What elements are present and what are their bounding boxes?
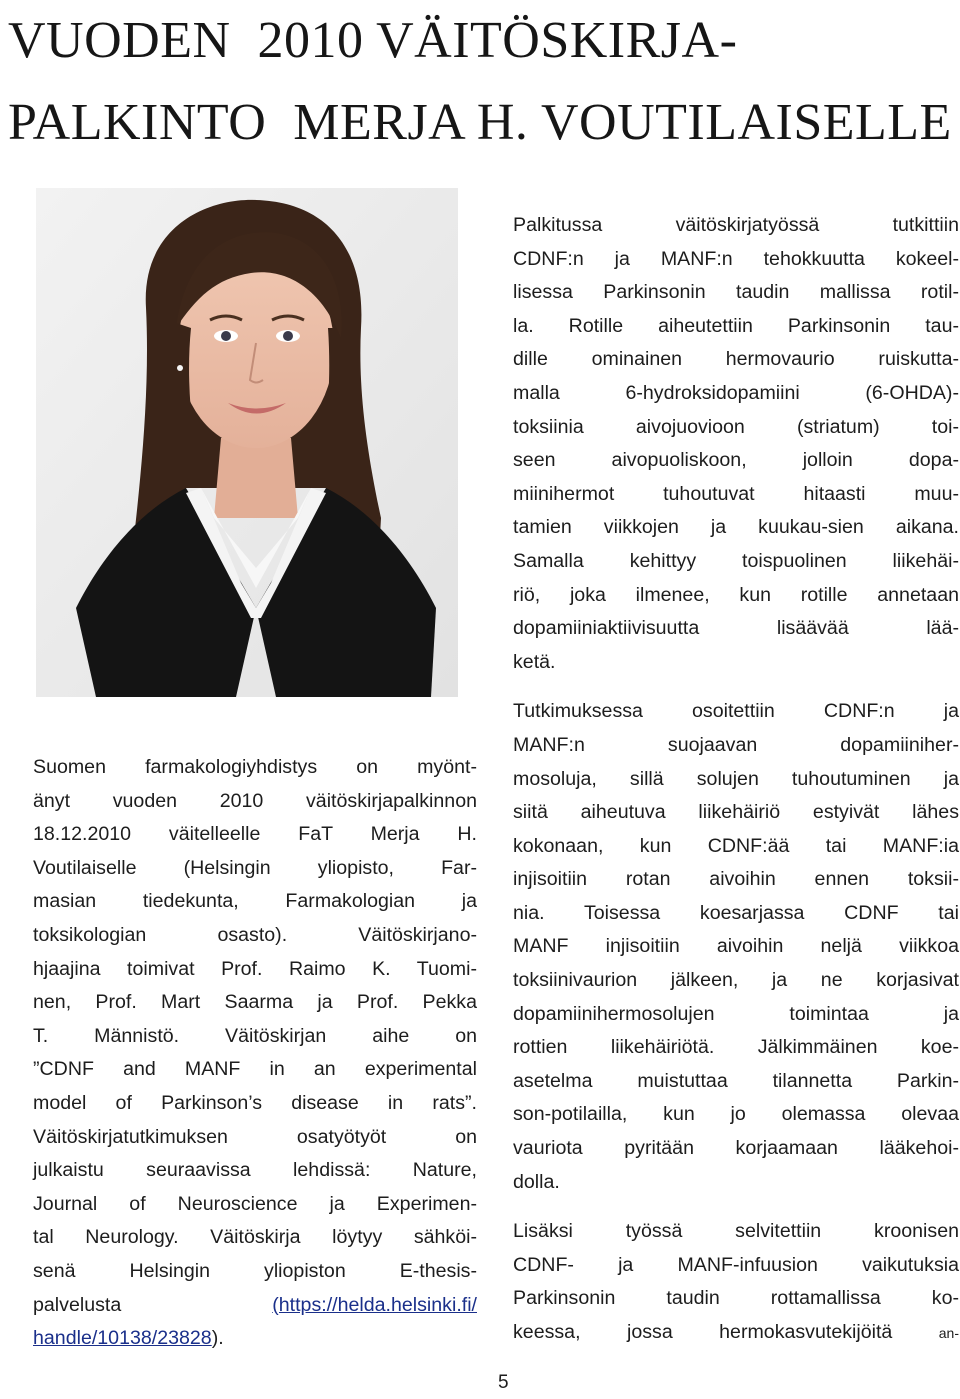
article-title — [8, 0, 953, 164]
left-line: Väitöskirjatutkimuksen osatyötyöt on — [33, 1125, 477, 1148]
right-line: dopamiiniaktiivisuutta lisäävää lää- — [513, 617, 959, 640]
right-line: Palkitussa väitöskirjatyössä tutkittiin — [513, 214, 959, 236]
left-line: model of Parkinson’s disease in rats”. — [33, 1091, 477, 1114]
portrait-illustration — [36, 188, 458, 697]
right-line: malla 6-hydroksidopamiini (6-OHDA)- — [513, 381, 959, 404]
paragraph-3 — [513, 1215, 959, 1350]
right-line: CDNF:n ja MANF:n tehokkuutta kokeel- — [513, 247, 959, 270]
thesis-link-part2[interactable]: handle/10138/23828 — [33, 1327, 212, 1350]
right-line: son-potilailla, kun jo olemassa olevaa — [513, 1103, 959, 1126]
right-line: miinihermot tuhoutuvat hitaasti muu- — [513, 482, 959, 505]
right-column — [513, 209, 959, 1351]
left-line: 18.12.2010 väitelleelle FaT Merja H. — [33, 823, 477, 846]
right-line: Parkinsonin taudin rottamallissa ko- — [513, 1287, 959, 1310]
left-line: Voutilaiselle (Helsingin yliopisto, Far- — [33, 856, 477, 879]
right-line: dolla. — [513, 1170, 560, 1193]
left-line: nen, Prof. Mart Saarma ja Prof. Pekka — [33, 991, 477, 1014]
paragraph-gap — [513, 1199, 959, 1215]
last-line-main: keessa, jossa hermokasvutekijöitä — [513, 1321, 893, 1343]
last-line-small: an- — [938, 1325, 959, 1341]
left-line: Journal of Neuroscience ja Experimen- — [33, 1192, 477, 1215]
paragraph-2 — [513, 695, 959, 1199]
portrait-photo — [36, 188, 458, 697]
right-line: toksiinia aivojuovioon (striatum) toi- — [513, 415, 959, 438]
right-last-line — [513, 1316, 959, 1351]
left-line: änyt vuoden 2010 väitöskirjapalkinnon — [33, 789, 477, 812]
left-line: julkaistu seuraavissa lehdissä: Nature, — [33, 1159, 477, 1182]
right-line: toksiinivaurion jälkeen, ja ne korjasivat — [513, 969, 959, 992]
link-suffix: ). — [211, 1327, 224, 1350]
right-line: MANF injisoitiin aivoihin neljä viikkoa — [513, 935, 959, 958]
left-line: Suomen farmakologiyhdistys on myönt- — [33, 756, 477, 778]
right-line: seen aivopuoliskoon, jolloin dopa- — [513, 449, 959, 472]
right-line: CDNF- ja MANF-infuusion vaikutuksia — [513, 1253, 959, 1276]
title-line-1: VUODEN 2010 VÄITÖSKIRJA- — [8, 12, 738, 69]
right-line: vauriota pyritään korjaamaan lääkehoi- — [513, 1137, 959, 1160]
right-line: dopamiinihermosolujen toimintaa ja — [513, 1002, 959, 1025]
left-line: ”CDNF and MANF in an experimental — [33, 1058, 477, 1081]
right-line: la. Rotille aiheutettiin Parkinsonin tau- — [513, 314, 959, 337]
paragraph-1 — [513, 209, 959, 679]
right-line: Tutkimuksessa osoitettiin CDNF:n ja — [513, 700, 959, 723]
right-line: nia. Toisessa koesarjassa CDNF tai — [513, 901, 959, 924]
right-line: tamien viikkojen ja kuukau-sien aikana. — [513, 516, 959, 539]
left-line: toksikologian osasto). Väitöskirjano- — [33, 923, 477, 946]
left-column — [33, 751, 477, 1356]
link-prefix: palvelusta — [33, 1293, 122, 1316]
right-line: riö, joka ilmenee, kun rotille annetaan — [513, 583, 959, 606]
right-line: mosoluja, sillä solujen tuhoutuminen ja — [513, 767, 959, 790]
link-line-2 — [33, 1322, 477, 1356]
title-line-2: PALKINTO MERJA H. VOUTILAISELLE — [8, 94, 952, 151]
right-line: injisoitiin rotan aivoihin ennen toksii- — [513, 868, 959, 891]
left-line: tal Neurology. Väitöskirja löytyy sähköi- — [33, 1226, 477, 1249]
right-line: rottien liikehäiriötä. Jälkimmäinen koe- — [513, 1036, 959, 1059]
right-line: ketä. — [513, 650, 556, 673]
thesis-link-part1[interactable]: (https://helda.helsinki.fi/ — [272, 1293, 477, 1316]
left-line: masian tiedekunta, Farmakologian ja — [33, 890, 477, 913]
left-line: T. Männistö. Väitöskirjan aihe on — [33, 1024, 477, 1047]
right-line: kokonaan, kun CDNF:ää tai MANF:ia — [513, 834, 959, 857]
left-line: hjaajina toimivat Prof. Raimo K. Tuomi- — [33, 957, 477, 980]
right-line: siitä aiheutuva liikehäiriö estyivät lähes — [513, 801, 959, 824]
right-line: Samalla kehittyy toispuolinen liikehäi- — [513, 549, 959, 572]
right-line: asetelma muistuttaa tilannetta Parkin- — [513, 1069, 959, 1092]
paragraph-gap — [513, 679, 959, 695]
link-line — [33, 1289, 477, 1323]
right-line: lisessa Parkinsonin taudin mallissa rotil- — [513, 281, 959, 304]
right-line: Lisäksi työssä selvitettiin kroonisen — [513, 1220, 959, 1243]
left-line: senä Helsingin yliopiston E-thesis- — [33, 1259, 477, 1282]
right-line: MANF:n suojaavan dopamiiniher- — [513, 733, 959, 756]
page-number: 5 — [498, 1372, 509, 1393]
right-line: dille ominainen hermovaurio ruiskutta- — [513, 348, 959, 371]
